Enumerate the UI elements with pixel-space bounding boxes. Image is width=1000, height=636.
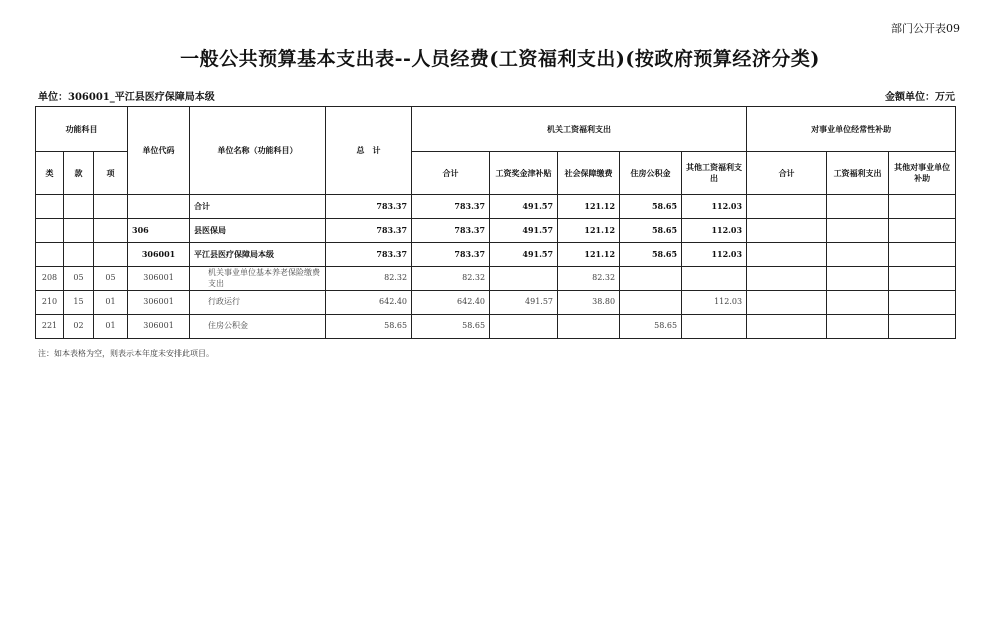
cell-a-social: [558, 315, 620, 339]
header-unit-code: 单位代码: [128, 107, 190, 195]
cell-total: 783.37: [326, 219, 412, 243]
cell-a-sum: 58.65: [412, 315, 490, 339]
budget-table: [35, 106, 956, 339]
header-b-wage: 工资福利支出: [827, 152, 889, 195]
cell-b-wage: [827, 291, 889, 315]
cell-code: [128, 195, 190, 219]
cell-lei: [36, 219, 64, 243]
amount-unit-label: 金额单位：万元: [885, 92, 955, 103]
cell-a-social: 38.80: [558, 291, 620, 315]
cell-a-social: 121.12: [558, 219, 620, 243]
cell-b-other: [889, 267, 956, 291]
page-title: 一般公共预算基本支出表--人员经费(工资福利支出)(按政府预算经济分类): [180, 48, 820, 70]
cell-xiang: 05: [94, 267, 128, 291]
cell-xiang: 01: [94, 315, 128, 339]
cell-a-housing: 58.65: [620, 219, 682, 243]
table-row: [36, 291, 956, 315]
cell-b-sum: [747, 219, 827, 243]
cell-a-social: 121.12: [558, 243, 620, 267]
cell-total: 82.32: [326, 267, 412, 291]
table-row: [36, 195, 956, 219]
cell-name: 行政运行: [190, 291, 326, 315]
cell-a-housing: 58.65: [620, 315, 682, 339]
cell-name: 县医保局: [190, 219, 326, 243]
cell-xiang: [94, 219, 128, 243]
cell-total: 58.65: [326, 315, 412, 339]
cell-kuan: [64, 243, 94, 267]
cell-b-sum: [747, 315, 827, 339]
table-row: [36, 267, 956, 291]
cell-code: 306001: [128, 267, 190, 291]
cell-a-wage: 491.57: [490, 291, 558, 315]
cell-a-other: 112.03: [682, 195, 747, 219]
cell-lei: 221: [36, 315, 64, 339]
header-a-other: 其他工资福利支出: [682, 152, 747, 195]
cell-a-sum: 783.37: [412, 195, 490, 219]
cell-b-wage: [827, 315, 889, 339]
cell-kuan: 05: [64, 267, 94, 291]
table-body: [36, 195, 956, 339]
header-lei: 类: [36, 152, 64, 195]
cell-lei: [36, 243, 64, 267]
cell-name: 合计: [190, 195, 326, 219]
cell-b-wage: [827, 267, 889, 291]
cell-a-housing: 58.65: [620, 243, 682, 267]
header-a-sum: 合计: [412, 152, 490, 195]
header-xiang: 项: [94, 152, 128, 195]
header-a-wage: 工资奖金津补贴: [490, 152, 558, 195]
header-kuan: 款: [64, 152, 94, 195]
cell-b-sum: [747, 291, 827, 315]
header-b-sum: 合计: [747, 152, 827, 195]
cell-a-social: 82.32: [558, 267, 620, 291]
cell-a-wage: [490, 315, 558, 339]
cell-a-wage: 491.57: [490, 195, 558, 219]
cell-b-other: [889, 195, 956, 219]
cell-name: 住房公积金: [190, 315, 326, 339]
cell-lei: 208: [36, 267, 64, 291]
header-a-housing: 住房公积金: [620, 152, 682, 195]
cell-name: 平江县医疗保障局本级: [190, 243, 326, 267]
cell-b-other: [889, 291, 956, 315]
cell-b-sum: [747, 243, 827, 267]
cell-kuan: [64, 219, 94, 243]
header-total: 总 计: [326, 107, 412, 195]
cell-total: 642.40: [326, 291, 412, 315]
header-a-social: 社会保障缴费: [558, 152, 620, 195]
cell-kuan: 02: [64, 315, 94, 339]
cell-total: 783.37: [326, 243, 412, 267]
cell-code: 306001: [128, 291, 190, 315]
cell-b-other: [889, 243, 956, 267]
cell-b-wage: [827, 219, 889, 243]
cell-a-other: 112.03: [682, 219, 747, 243]
cell-a-other: [682, 315, 747, 339]
cell-a-other: 112.03: [682, 243, 747, 267]
cell-a-housing: 58.65: [620, 195, 682, 219]
header-unit-name: 单位名称（功能科目）: [190, 107, 326, 195]
header-group-institution-subsidy: 对事业单位经常性补助: [747, 107, 956, 152]
cell-a-sum: 642.40: [412, 291, 490, 315]
cell-a-sum: 783.37: [412, 219, 490, 243]
cell-a-wage: 491.57: [490, 219, 558, 243]
header-func-subject: 功能科目: [36, 107, 128, 152]
cell-code: 306: [128, 219, 190, 243]
table-row: [36, 219, 956, 243]
table-number-tag: 部门公开表09: [891, 22, 960, 35]
cell-kuan: 15: [64, 291, 94, 315]
cell-code: 306001: [128, 243, 190, 267]
cell-lei: [36, 195, 64, 219]
cell-a-sum: 82.32: [412, 267, 490, 291]
cell-b-sum: [747, 267, 827, 291]
cell-a-sum: 783.37: [412, 243, 490, 267]
table-row: [36, 315, 956, 339]
table-row: [36, 243, 956, 267]
header-b-other: 其他对事业单位补助: [889, 152, 956, 195]
cell-b-sum: [747, 195, 827, 219]
unit-label: 单位：306001_平江县医疗保障局本级: [38, 92, 215, 103]
cell-a-wage: 491.57: [490, 243, 558, 267]
cell-a-wage: [490, 267, 558, 291]
cell-lei: 210: [36, 291, 64, 315]
cell-b-other: [889, 219, 956, 243]
cell-a-housing: [620, 291, 682, 315]
header-group-agency-wage: 机关工资福利支出: [412, 107, 747, 152]
cell-a-social: 121.12: [558, 195, 620, 219]
cell-xiang: 01: [94, 291, 128, 315]
cell-xiang: [94, 243, 128, 267]
cell-b-wage: [827, 243, 889, 267]
cell-a-housing: [620, 267, 682, 291]
cell-a-other: [682, 267, 747, 291]
cell-b-other: [889, 315, 956, 339]
cell-xiang: [94, 195, 128, 219]
cell-code: 306001: [128, 315, 190, 339]
cell-total: 783.37: [326, 195, 412, 219]
cell-name: 机关事业单位基本养老保险缴费支出: [190, 267, 326, 291]
cell-b-wage: [827, 195, 889, 219]
footnote: 注：如本表格为空，则表示本年度未安排此项目。: [38, 349, 214, 358]
cell-a-other: 112.03: [682, 291, 747, 315]
cell-kuan: [64, 195, 94, 219]
